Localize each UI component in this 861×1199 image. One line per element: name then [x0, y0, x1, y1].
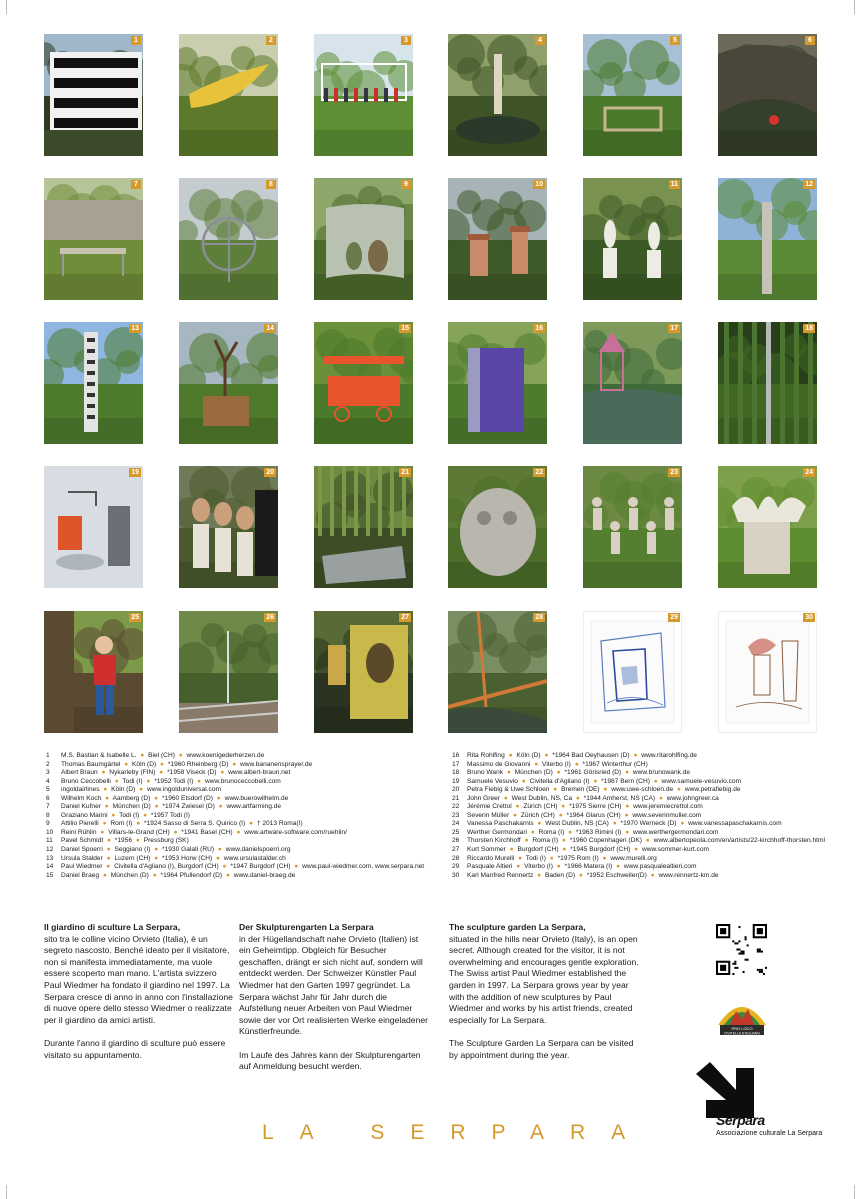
separator-dot-icon: ●: [216, 854, 221, 862]
photo-image: [314, 178, 413, 300]
artist-number: 21: [452, 794, 460, 802]
artist-text: Jérémie Crettol ● Zürich (CH) ● *1975 Sierre (CH) ● www.jeremiecrettol.com: [467, 803, 703, 811]
photo-tile: [583, 466, 682, 588]
photo-number-badge: 8: [266, 180, 276, 189]
separator-dot-icon: ●: [218, 803, 223, 811]
separator-dot-icon: ●: [518, 854, 523, 862]
photo-image: [583, 178, 682, 300]
artist-text: Massimo de Giovanni ● Viterbo (I) ● *1967 Winterthur (CH): [467, 760, 648, 768]
artist-text: Thorsten Kirchhoff ● Roma (I) ● *1960 Copenhagen (DK) ● www.albertopeola.com/en/artists/22-kirchhoff-thorsten.html: [467, 837, 825, 845]
photo-number-badge: 19: [131, 469, 139, 476]
photo-tile: [314, 611, 413, 733]
artist-list-left: [46, 752, 436, 880]
photo-image: [44, 466, 143, 588]
artist-entry: [46, 863, 436, 872]
artist-number: 9: [46, 820, 50, 828]
separator-dot-icon: ●: [509, 846, 514, 854]
separator-dot-icon: ●: [124, 760, 129, 768]
separator-dot-icon: ●: [154, 794, 159, 802]
photo-tile: [314, 322, 413, 444]
artist-number: 11: [46, 837, 53, 845]
separator-dot-icon: ●: [101, 769, 106, 777]
photo-tile: [583, 322, 682, 444]
separator-dot-icon: ●: [114, 777, 119, 785]
text-german: [239, 922, 429, 1084]
photo-image: [179, 322, 278, 444]
separator-dot-icon: ●: [506, 769, 511, 777]
separator-dot-icon: ●: [100, 828, 105, 836]
separator-dot-icon: ●: [578, 871, 583, 879]
photo-image: [448, 611, 547, 733]
german-body: in der Hügellandschaft nahe Orvieto (Italien) ist ein Geheimtipp. Obgleich für Besucher geschaffen, drängt er sich nicht auf, sondern will entdeckt werden. Der Schweizer Künstler Paul Wiedmer hat den Garten 1997 gegründet. La Serpara wächst Jahr für Jahr durch die Aufstellung neuer Arbeiten von Paul Wiedmer sowie der vor Ort realisierten Werke eingeladener Künstlerfreunde.: [239, 933, 428, 1037]
artist-number: 29: [452, 863, 460, 871]
artist-number: 24: [452, 820, 460, 828]
photo-number-badge: 6: [805, 36, 815, 45]
separator-dot-icon: ●: [106, 854, 111, 862]
photo-tile: [44, 178, 143, 300]
artist-entry: [452, 863, 822, 872]
separator-dot-icon: ●: [568, 828, 573, 836]
separator-dot-icon: ●: [521, 777, 526, 785]
artist-number: 5: [46, 786, 50, 794]
photo-number-badge: 4: [535, 36, 545, 45]
artist-text: Ursula Stalder ● Luzern (CH) ● *1953 Horw (CH) ● www.ursulastalder.ch: [61, 854, 286, 862]
separator-dot-icon: ●: [220, 769, 225, 777]
separator-dot-icon: ●: [143, 811, 148, 819]
separator-dot-icon: ●: [503, 794, 508, 802]
photo-image: [44, 322, 143, 444]
separator-dot-icon: ●: [530, 828, 535, 836]
artist-text: Werther Germondari ● Roma (I) ● *1963 Rimini (I) ● www.werthergermondari.com: [467, 828, 719, 836]
separator-dot-icon: ●: [561, 837, 566, 845]
artist-number: 10: [46, 828, 54, 836]
artist-entry: [46, 761, 436, 770]
qr-code-icon[interactable]: [716, 924, 767, 975]
photo-image: [718, 466, 817, 588]
separator-dot-icon: ●: [602, 854, 607, 862]
photo-number-badge: 15: [401, 325, 409, 332]
separator-dot-icon: ●: [102, 871, 107, 879]
photo-tile: [448, 322, 547, 444]
artist-entry: [452, 812, 822, 821]
artist-list-right: [452, 752, 825, 880]
artist-text: Daniel Kufner ● München (D) ● *1974 Zwiesel (D) ● www.artfarming.de: [61, 803, 282, 811]
separator-dot-icon: ●: [111, 811, 116, 819]
separator-dot-icon: ●: [216, 794, 221, 802]
separator-dot-icon: ●: [574, 760, 579, 768]
crop-mark-bottom-right: [854, 1185, 855, 1199]
photo-number-badge: 26: [266, 614, 274, 621]
separator-dot-icon: ●: [135, 837, 140, 845]
photo-number-badge: 18: [805, 325, 813, 332]
artist-text: Pasquale Altieri ● Viterbo (I) ● *1966 Matera (I) ● www.pasqualealtieri.com: [467, 863, 697, 871]
photo-image: [314, 611, 413, 733]
photo-image: [718, 34, 817, 156]
photo-number-badge: 3: [401, 36, 411, 45]
separator-dot-icon: ●: [512, 811, 517, 819]
separator-dot-icon: ●: [625, 769, 630, 777]
separator-dot-icon: ●: [634, 846, 639, 854]
svg-text:CIVITELLA D'AGLIANO: CIVITELLA D'AGLIANO: [724, 1031, 760, 1036]
photo-image: [179, 34, 278, 156]
separator-dot-icon: ●: [612, 820, 617, 828]
separator-dot-icon: ●: [222, 863, 227, 871]
separator-dot-icon: ●: [154, 846, 159, 854]
artist-number: 8: [46, 811, 50, 819]
photo-number-badge: 9: [401, 180, 411, 189]
artist-text: John Greer ● West Dublin, NS, Ca ● *1944 Amherst, NS (CA) ● www.johngreer.ca: [467, 794, 719, 802]
photo-tile: [718, 466, 817, 588]
separator-dot-icon: ●: [225, 871, 230, 879]
photo-number-badge: 30: [805, 614, 813, 621]
artist-entry: [46, 752, 436, 761]
artist-number: 4: [46, 777, 50, 785]
separator-dot-icon: ●: [146, 777, 151, 785]
separator-dot-icon: ●: [139, 786, 144, 794]
separator-dot-icon: ●: [603, 786, 608, 794]
artist-entry: [46, 778, 436, 787]
artist-entry: [452, 837, 825, 846]
svg-text:PRO LOCO: PRO LOCO: [731, 1026, 753, 1031]
artist-number: 17: [452, 760, 460, 768]
artist-number: 20: [452, 786, 460, 794]
photo-tile: [583, 34, 682, 156]
separator-dot-icon: ●: [103, 786, 108, 794]
separator-dot-icon: ●: [516, 863, 521, 871]
artist-text: Bruno Wank ● München (D) ● *1961 Görisried (D) ● www.brunowank.de: [467, 769, 691, 777]
artist-entry: [46, 769, 436, 778]
artist-number: 28: [452, 854, 460, 862]
artist-text: Paul Wiedmer ● Civitella d'Agliano (I), Burgdorf (CH) ● *1947 Burgdorf (CH) ● www.paul-wiedmer.com, www.serpara.net: [61, 863, 425, 871]
photo-image: [583, 466, 682, 588]
separator-dot-icon: ●: [625, 828, 630, 836]
photo-image: [448, 466, 547, 588]
photo-number-badge: 2: [266, 36, 276, 45]
artist-text: Wilhelm Koch ● Aamberg (D) ● *1960 Etsdorf (D) ● www.buerowilhelm.de: [61, 794, 289, 802]
separator-dot-icon: ●: [294, 863, 299, 871]
separator-dot-icon: ●: [553, 786, 558, 794]
artist-entry: [452, 829, 822, 838]
photo-number-badge: 12: [805, 181, 813, 188]
artist-entry: [46, 872, 436, 881]
photo-tile: [179, 611, 278, 733]
photo-image: [718, 611, 817, 733]
photo-image: [44, 34, 143, 156]
artist-entry: [46, 837, 436, 846]
artist-text: Severin Müller ● Zürich (CH) ● *1964 Glarus (CH) ● www.severinmuller.com: [467, 811, 702, 819]
artist-number: 19: [452, 777, 460, 785]
photo-tile: [718, 322, 817, 444]
photo-image: [44, 178, 143, 300]
separator-dot-icon: ●: [236, 828, 241, 836]
photo-image: [448, 34, 547, 156]
artist-number: 7: [46, 803, 50, 811]
photo-tile: [44, 611, 143, 733]
separator-dot-icon: ●: [249, 820, 253, 828]
photo-number-badge: 5: [670, 36, 680, 45]
photo-image: [718, 178, 817, 300]
separator-dot-icon: ●: [159, 769, 164, 777]
text-english: [449, 922, 639, 1073]
separator-dot-icon: ●: [658, 794, 663, 802]
photo-tile: [583, 178, 682, 300]
artist-text: Bruno Ceccobelli ● Todi (I) ● *1952 Todi (I) ● www.brunoceccobelli.com: [61, 777, 281, 785]
separator-dot-icon: ●: [106, 846, 111, 854]
separator-dot-icon: ●: [549, 854, 554, 862]
photo-tile: [179, 466, 278, 588]
brand-name: Serpara: [716, 1112, 765, 1128]
separator-dot-icon: ●: [624, 811, 629, 819]
photo-number-badge: 24: [805, 469, 813, 476]
page-title: LA SERPARA: [262, 1121, 652, 1144]
photo-number-badge: 10: [535, 181, 543, 188]
crop-mark-top-left: [6, 0, 7, 14]
artist-number: 15: [46, 871, 54, 879]
artist-number: 22: [452, 803, 460, 811]
photo-tile: [44, 322, 143, 444]
photo-tile: [314, 466, 413, 588]
photo-tile: [718, 34, 817, 156]
separator-dot-icon: ●: [106, 863, 111, 871]
artist-text: Albert Braun ● Nykarleby (FIN) ● *1958 Viseck (D) ● www.albert-braun.net: [61, 769, 291, 777]
artist-number: 30: [452, 871, 460, 879]
artist-entry: [46, 855, 436, 864]
separator-dot-icon: ●: [677, 786, 681, 794]
artist-entry: [452, 761, 822, 770]
photo-number-badge: 25: [131, 614, 139, 621]
photo-number-badge: 23: [670, 469, 678, 476]
german-lead: Der Skulpturengarten La Serpara: [239, 922, 374, 932]
artist-entry: [46, 812, 436, 821]
separator-dot-icon: ●: [537, 820, 542, 828]
english-visit: The Sculpture Garden La Serpara can be visited by appointment during the year.: [449, 1037, 634, 1060]
photo-image: [314, 322, 413, 444]
artist-number: 23: [452, 811, 460, 819]
photo-image: [583, 611, 682, 733]
artist-entry: [452, 752, 822, 761]
artist-text: Rita Rohlfing ● Köln (D) ● *1964 Bad Oeyhausen (D) ● www.ritarohlfing.de: [467, 752, 697, 759]
photo-image: [583, 322, 682, 444]
english-lead: The sculpture garden La Serpara,: [449, 922, 586, 932]
artist-entry: [452, 803, 822, 812]
artist-entry: [46, 795, 436, 804]
artist-text: ingoldairlines ● Köln (D) ● www.ingolduniversal.com: [61, 786, 222, 794]
separator-dot-icon: ●: [645, 837, 650, 845]
artist-number: 26: [452, 837, 460, 845]
photo-image: [179, 611, 278, 733]
separator-dot-icon: ●: [562, 846, 567, 854]
photo-number-badge: 20: [266, 469, 274, 476]
crop-mark-top-right: [854, 0, 855, 14]
separator-dot-icon: ●: [680, 820, 685, 828]
artist-entry: [46, 803, 436, 812]
artist-text: Reini Rühlin ● Villars-le-Grand (CH) ● *1941 Basel (CH) ● www.artware-software.com/ruehlin/: [61, 828, 347, 836]
separator-dot-icon: ●: [556, 863, 561, 871]
photo-number-badge: 1: [131, 36, 141, 45]
artist-entry: [452, 786, 822, 795]
italian-body: sito tra le colline vicino Orvieto (Italia), è un segreto nascosto. Benché ideato per il visitatore, non si manifesta immediatamente, ma vuole essere scoperto man mano. L'artista svizzero Paul Wiedmer ha fondato il giardino nel 1997. La Serpara cresce di anno in anno con l'installazione di nuove opere dello stesso Wiedmer o realizzate per il giardino da amici artisti.: [44, 933, 233, 1025]
photo-number-badge: 17: [670, 325, 678, 332]
separator-dot-icon: ●: [104, 803, 109, 811]
photo-number-badge: 22: [535, 469, 543, 476]
artist-entry: [46, 786, 436, 795]
artist-number: 13: [46, 854, 54, 862]
separator-dot-icon: ●: [625, 803, 630, 811]
separator-dot-icon: ●: [154, 803, 159, 811]
artist-text: Attilio Pierelli ● Rom (I) ● *1924 Sasso di Serra S. Quirico (I) ● † 2013 Roma(I): [61, 820, 303, 828]
artist-number: 3: [46, 769, 50, 777]
separator-dot-icon: ●: [197, 777, 202, 785]
crop-mark-bottom-left: [6, 1185, 7, 1199]
artist-text: M.S. Bastian & Isabelle L. ● Biel (CH) ● www.koenigederherzen.de: [61, 752, 265, 759]
photo-tile: [44, 34, 143, 156]
artist-entry: [452, 846, 822, 855]
artist-number: 12: [46, 846, 54, 854]
separator-dot-icon: ●: [575, 794, 580, 802]
text-italian: [44, 922, 234, 1073]
artist-text: Kurt Sommer ● Burgdorf (CH) ● *1945 Burgdorf (CH) ● www.sommer-kurt.com: [467, 846, 709, 854]
italian-lead: Il giardino di sculture La Serpara,: [44, 922, 181, 932]
artist-entry: [46, 846, 436, 855]
artist-text: Graziano Marini ● Todi (I) ● *1957 Todi (I): [61, 811, 190, 819]
photo-number-badge: 7: [131, 180, 141, 189]
separator-dot-icon: ●: [136, 820, 141, 828]
separator-dot-icon: ●: [558, 811, 563, 819]
separator-dot-icon: ●: [534, 760, 539, 768]
artist-number: 18: [452, 769, 460, 777]
separator-dot-icon: ●: [561, 803, 566, 811]
photo-number-badge: 13: [131, 325, 139, 332]
artist-number: 16: [452, 752, 460, 759]
separator-dot-icon: ●: [524, 837, 529, 845]
separator-dot-icon: ●: [616, 863, 621, 871]
photo-tile: [583, 611, 682, 733]
photo-number-badge: 29: [670, 614, 678, 621]
photo-tile: [718, 611, 817, 733]
separator-dot-icon: ●: [593, 777, 598, 785]
artist-number: 25: [452, 828, 460, 836]
photo-image: [179, 466, 278, 588]
separator-dot-icon: ●: [152, 871, 157, 879]
photo-tile: [44, 466, 143, 588]
artist-text: Samuele Vesuvio ● Civitella d'Agliano (I) ● *1987 Bern (CH) ● www.samuele-vesuvio.com: [467, 777, 742, 785]
separator-dot-icon: ●: [160, 760, 165, 768]
photo-tile: [448, 34, 547, 156]
artist-number: 14: [46, 863, 54, 871]
photo-image: [448, 322, 547, 444]
separator-dot-icon: ●: [537, 871, 542, 879]
photo-image: [448, 178, 547, 300]
photo-number-badge: 21: [401, 469, 409, 476]
separator-dot-icon: ●: [154, 854, 159, 862]
proloco-logo: [714, 995, 770, 1039]
artist-number: 2: [46, 760, 50, 768]
separator-dot-icon: ●: [556, 769, 561, 777]
photo-tile: [448, 178, 547, 300]
artist-text: Thomas Baumgärtel ● Köln (D) ● *1960 Rheinberg (D) ● www.bananensprayer.de: [61, 760, 313, 768]
artist-text: Karl Manfred Rennertz ● Baden (D) ● *1952 Eschweiler(D) ● www.rennertz-km.de: [467, 871, 719, 879]
artist-text: Pavel Schmidt ● *1956 ● Pressburg (SK): [61, 837, 189, 845]
italian-visit: Durante l'anno il giardino di sculture può essere visitato su appuntamento.: [44, 1037, 226, 1060]
artist-entry: [452, 795, 822, 804]
photo-image: [44, 611, 143, 733]
artist-number: 27: [452, 846, 460, 854]
artist-entry: [452, 855, 822, 864]
artist-text: Vanessa Paschakarnis ● West Dublin, NS (CA) ● *1970 Werneck (D) ● www.vanessapaschakarnis.com: [467, 820, 782, 828]
photo-number-badge: 28: [535, 614, 543, 621]
photo-tile: [314, 178, 413, 300]
artist-entry: [452, 769, 822, 778]
artist-text: Riccardo Murelli ● Todi (I) ● *1975 Rom (I) ● www.murelli.org: [467, 854, 657, 862]
artist-text: Daniel Braeg ● München (D) ● *1964 Pfullendorf (D) ● www.daniel-braeg.de: [61, 871, 296, 879]
separator-dot-icon: ●: [140, 752, 145, 759]
brand-subtitle: Associazione culturale La Serpara: [716, 1130, 823, 1137]
photo-number-badge: 14: [266, 325, 274, 332]
german-visit: Im Laufe des Jahres kann der Skulpturengarten auf Anmeldung besucht werden.: [239, 1049, 421, 1072]
artist-entry: [452, 872, 822, 881]
separator-dot-icon: ●: [217, 846, 222, 854]
photo-number-badge: 16: [535, 325, 543, 332]
artist-text: Petra Fiebig & Uwe Schloen ● Bremen (DE) ● www.uwe-schloen.de ● www.petrafiebig.de: [467, 786, 741, 794]
photo-image: [314, 466, 413, 588]
artist-entry: [452, 820, 822, 829]
photo-image: [314, 34, 413, 156]
artist-entry: [46, 829, 436, 838]
separator-dot-icon: ●: [650, 871, 655, 879]
artist-number: 6: [46, 794, 50, 802]
photo-number-badge: 27: [401, 614, 409, 621]
separator-dot-icon: ●: [178, 752, 183, 759]
separator-dot-icon: ●: [653, 777, 658, 785]
artist-entry: [46, 820, 436, 829]
photo-tile: [179, 34, 278, 156]
separator-dot-icon: ●: [515, 803, 520, 811]
separator-dot-icon: ●: [633, 752, 638, 759]
photo-tile: [718, 178, 817, 300]
photo-number-badge: 11: [670, 181, 678, 188]
photo-image: [583, 34, 682, 156]
separator-dot-icon: ●: [173, 828, 178, 836]
artist-entry: [452, 778, 822, 787]
photo-tile: [314, 34, 413, 156]
artist-text: Daniel Spoerri ● Seggiano (I) ● *1930 Galati (RU) ● www.danielspoerri.org: [61, 846, 291, 854]
separator-dot-icon: ●: [544, 752, 549, 759]
photo-tile: [179, 178, 278, 300]
separator-dot-icon: ●: [508, 752, 513, 759]
photo-tile: [448, 466, 547, 588]
english-body: situated in the hills near Orvieto (Italy), is an open secret. Although created for the visitor, it is not overwhelming and encourages gentle exploration. The Swiss artist Paul Wiedmer established the garden in 1997. La Serpara grows year by year with the addition of new sculptures by Paul Wiedmer and works by his artist friends, created especially for La Serpara.: [449, 933, 639, 1025]
photo-image: [718, 322, 817, 444]
photo-tile: [448, 611, 547, 733]
separator-dot-icon: ●: [102, 820, 107, 828]
separator-dot-icon: ●: [232, 760, 237, 768]
photo-tile: [179, 322, 278, 444]
separator-dot-icon: ●: [105, 794, 110, 802]
photo-image: [179, 178, 278, 300]
artist-number: 1: [46, 752, 50, 759]
separator-dot-icon: ●: [106, 837, 111, 845]
